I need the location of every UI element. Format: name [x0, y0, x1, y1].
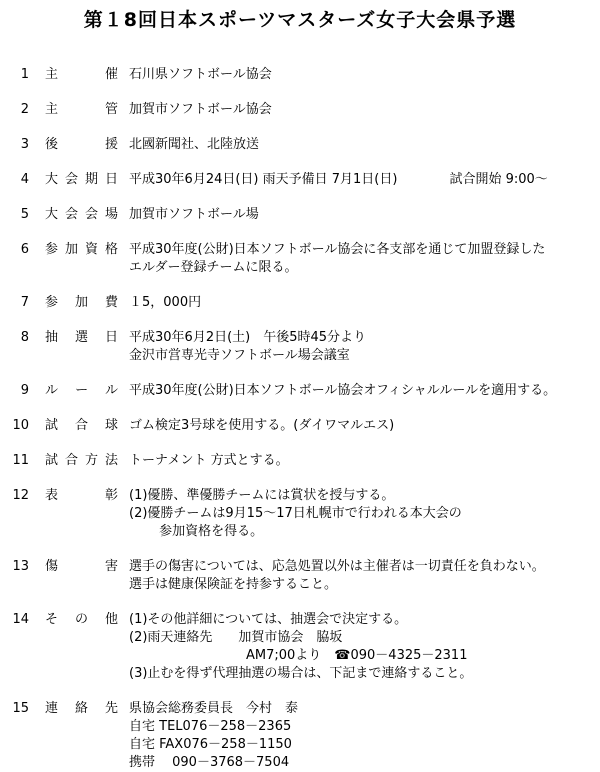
item-label: 後援	[45, 137, 118, 152]
item-lines	[129, 558, 600, 594]
item-line: (2)雨天連絡先 加賀市協会 脇坂	[129, 630, 343, 645]
item-label: 大会会場	[45, 207, 118, 222]
item-line: 北國新聞社、北陸放送	[129, 137, 260, 152]
item-line: 選手は健康保険証を持参すること。	[129, 577, 338, 592]
item-lines	[129, 329, 600, 365]
item-number: 3	[20, 137, 29, 152]
item-number: 11	[12, 453, 29, 468]
list-item	[0, 611, 600, 683]
item-lines	[129, 417, 600, 435]
item-line: 加賀市ソフトボール協会	[129, 102, 272, 117]
page-title: 第１8回日本スポーツマスターズ女子大会県予選	[83, 9, 517, 31]
item-line: 県協会総務委員長 今村 泰	[129, 701, 299, 716]
list-item	[0, 558, 600, 594]
item-number: 14	[12, 612, 29, 627]
item-number: 15	[12, 701, 29, 716]
item-line: (1)優勝、準優勝チームには賞状を授与する。	[129, 488, 395, 503]
item-lines	[129, 382, 600, 400]
item-line: 平成30年度(公財)日本ソフトボール協会オフィシャルルールを適用する。	[129, 383, 557, 398]
item-lines	[129, 136, 600, 154]
item-label: 参加資格	[45, 242, 118, 257]
list-item	[0, 452, 600, 470]
item-number: 13	[12, 559, 29, 574]
list-item	[0, 294, 600, 312]
item-number: 1	[20, 67, 29, 82]
item-lines	[129, 171, 600, 189]
item-label: 試合球	[45, 418, 118, 433]
item-lines	[129, 66, 600, 84]
item-lines	[129, 611, 600, 683]
item-number: 7	[20, 295, 29, 310]
item-line: 平成30年6月2日(土) 午後5時45分より	[129, 330, 367, 345]
item-label: その他	[45, 612, 118, 627]
list-item	[0, 136, 600, 154]
item-lines	[129, 700, 600, 772]
item-line: ゴム検定3号球を使用する。(ダイワマルエス)	[129, 418, 395, 433]
item-line: 選手の傷害については、応急処置以外は主催者は一切責任を負わない。	[129, 559, 545, 574]
item-lines	[129, 241, 600, 277]
item-line: (3)止むを得ず代理抽選の場合は、下記まで連絡すること。	[129, 666, 473, 681]
item-lines	[129, 487, 600, 541]
items-list	[0, 66, 600, 772]
list-item	[0, 700, 600, 772]
item-label: 傷害	[45, 559, 118, 574]
item-line: エルダー登録チームに限る。	[129, 260, 298, 275]
item-line: (2)優勝チームは9月15～17日札幌市で行われる本大会の	[129, 506, 462, 521]
item-lines	[129, 101, 600, 119]
list-item	[0, 206, 600, 224]
item-number: 4	[20, 172, 29, 187]
item-line: 平成30年度(公財)日本ソフトボール協会に各支部を通じて加盟登録した	[129, 242, 546, 257]
list-item	[0, 171, 600, 189]
list-item	[0, 241, 600, 277]
item-number: 10	[12, 418, 29, 433]
item-number: 9	[20, 383, 29, 398]
item-line: 自宅 FAX076－258－1150	[129, 737, 292, 752]
item-label: ルール	[45, 383, 118, 398]
item-lines	[129, 452, 600, 470]
item-line: (1)その他詳細については、抽選会で決定する。	[129, 612, 408, 627]
list-item	[0, 66, 600, 84]
item-line: AM7;00より ☎090－4325－2311	[129, 648, 468, 663]
item-line: トーナメント 方式とする。	[129, 453, 289, 468]
item-line: 金沢市営専光寺ソフトボール場会議室	[129, 348, 350, 363]
list-item	[0, 101, 600, 119]
item-number: 5	[20, 207, 29, 222]
item-number: 12	[12, 488, 29, 503]
list-item	[0, 382, 600, 400]
item-lines	[129, 294, 600, 312]
item-label: 表彰	[45, 488, 118, 503]
item-number: 8	[20, 330, 29, 345]
item-line: 参加資格を得る。	[129, 524, 264, 539]
item-label: 主管	[45, 102, 118, 117]
item-number: 6	[20, 242, 29, 257]
item-line: 自宅 TEL076－258－2365	[129, 719, 292, 734]
item-line: 加賀市ソフトボール場	[129, 207, 259, 222]
list-item	[0, 417, 600, 435]
item-label: 大会期日	[45, 172, 118, 187]
item-label: 試合方法	[45, 453, 118, 468]
item-label: 参加費	[45, 295, 118, 310]
item-line: 携帯 090－3768－7504	[129, 755, 290, 770]
list-item	[0, 329, 600, 365]
list-item	[0, 487, 600, 541]
item-label: 連絡先	[45, 701, 118, 716]
item-line: 石川県ソフトボール協会	[129, 67, 272, 82]
item-lines	[129, 206, 600, 224]
item-label: 抽選日	[45, 330, 118, 345]
item-label: 主催	[45, 67, 118, 82]
item-number: 2	[20, 102, 29, 117]
item-line: 平成30年6月24日(日) 雨天予備日 7月1日(日) 試合開始 9:00～	[129, 172, 548, 187]
item-line: １5，000円	[129, 295, 202, 310]
